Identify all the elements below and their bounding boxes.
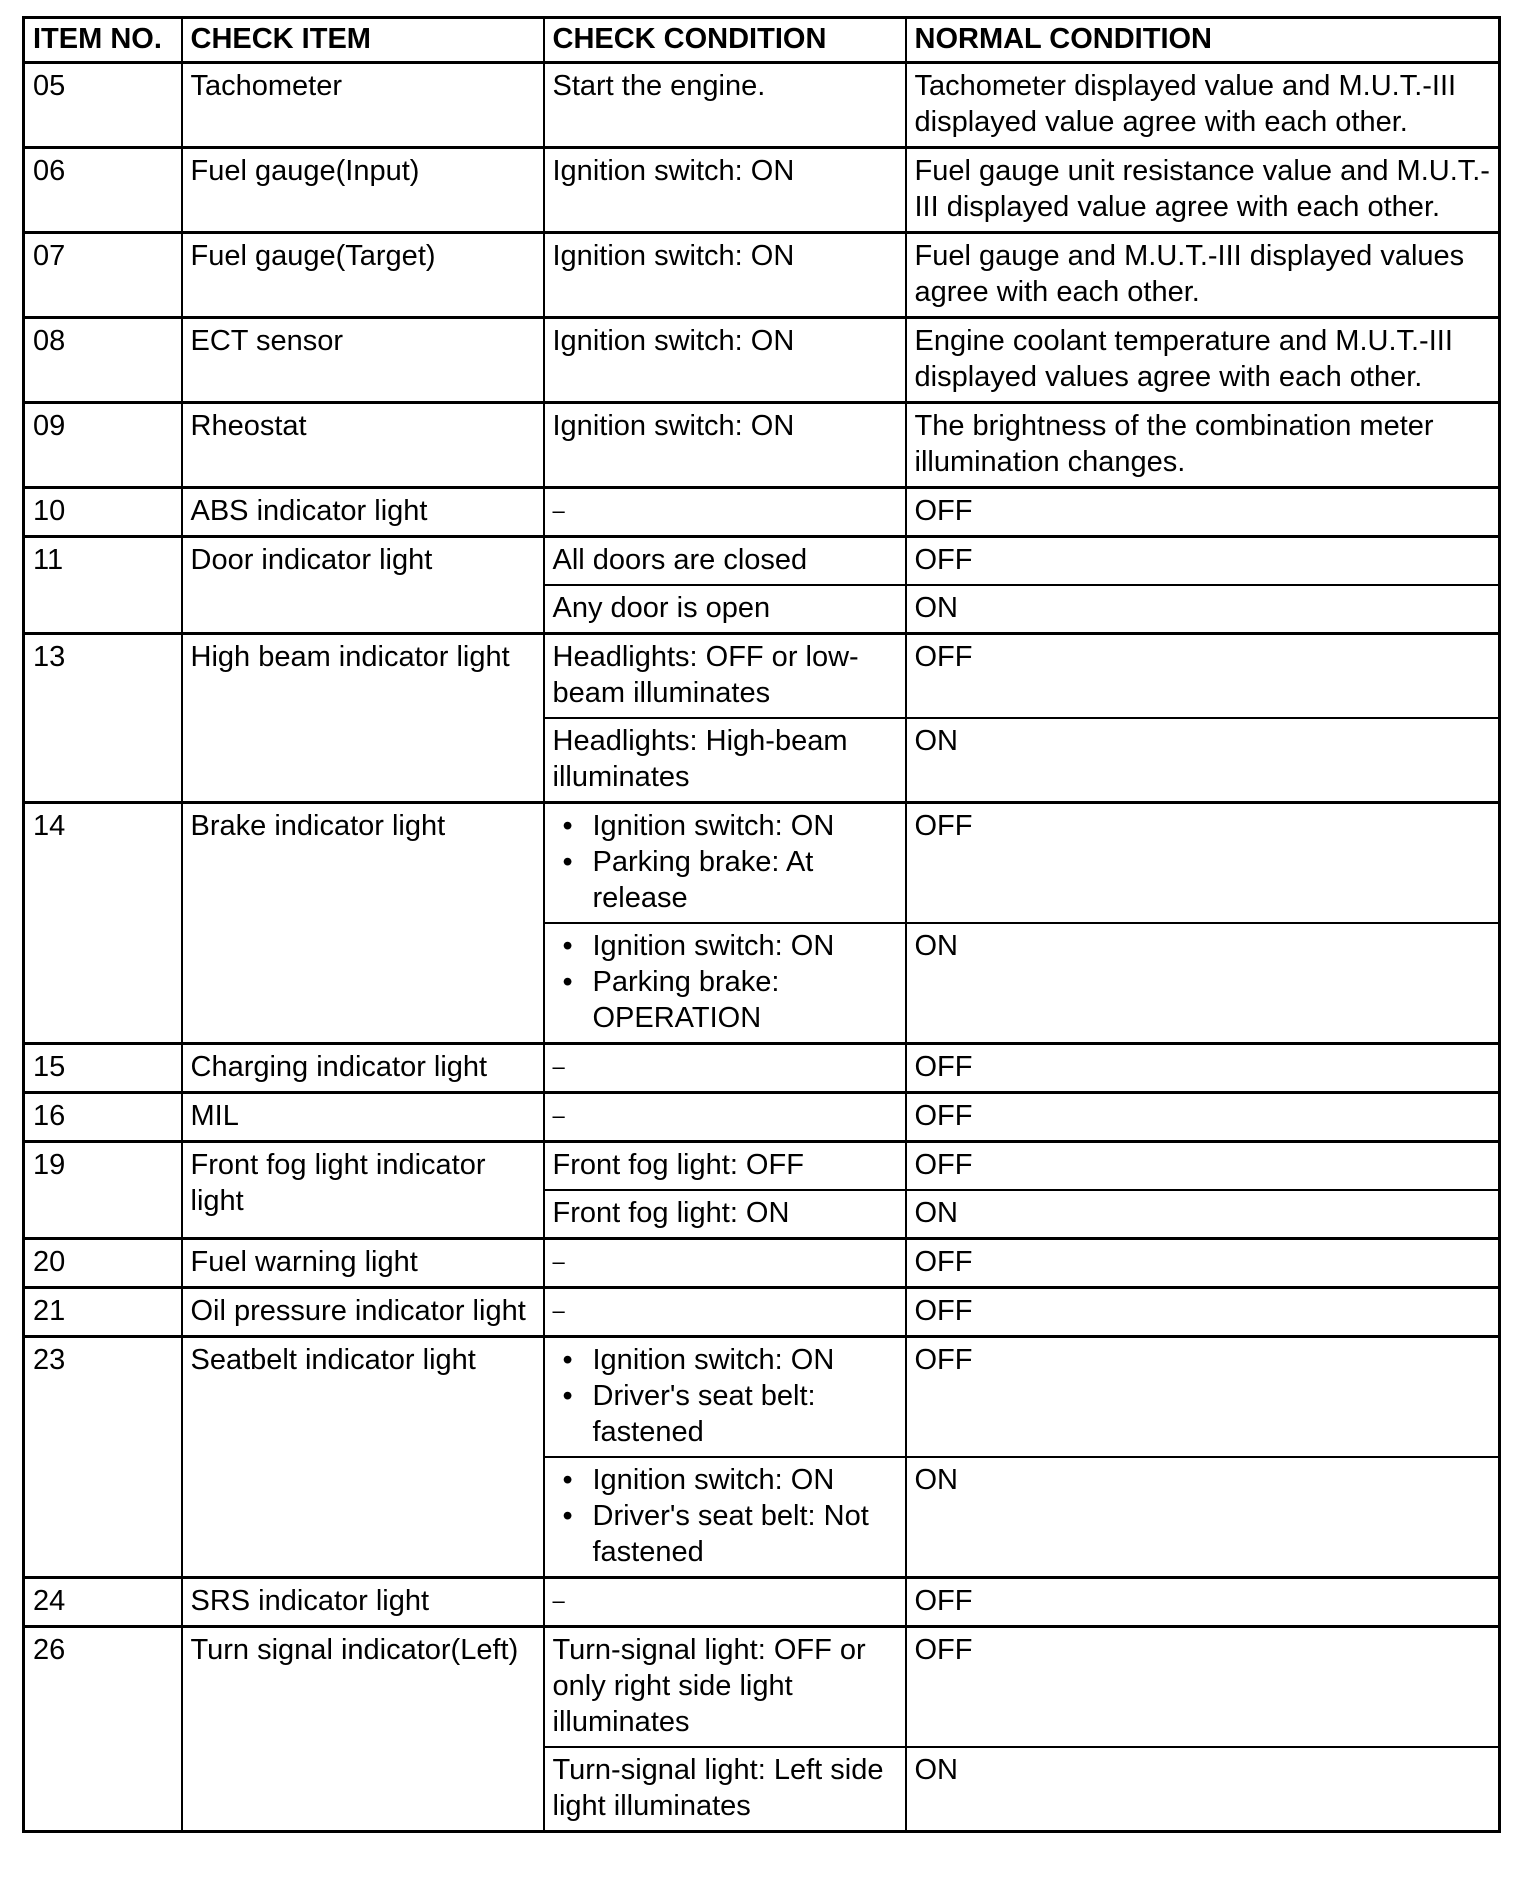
cell-check-condition: Headlights: High-beam illuminates [544, 718, 906, 803]
table-row [24, 148, 1500, 233]
check-table [22, 16, 1501, 1833]
condition-bullet-item: • Ignition switch: ON [593, 1462, 897, 1498]
cell-check-condition: Headlights: OFF or low-beam illuminates [544, 634, 906, 719]
cell-normal-condition: OFF [906, 537, 1500, 586]
table-row-group [24, 1044, 1500, 1093]
cell-normal-condition: OFF [906, 1578, 1500, 1627]
table-header [24, 18, 1500, 63]
cell-check-item: Rheostat [182, 403, 544, 488]
cell-check-item: Tachometer [182, 63, 544, 148]
cell-item-no: 13 [24, 634, 182, 803]
cell-normal-condition: ON [906, 923, 1500, 1044]
table-row [24, 1044, 1500, 1093]
cell-check-condition: Any door is open [544, 585, 906, 634]
table-row [24, 1093, 1500, 1142]
condition-bullet-list [553, 1342, 897, 1450]
condition-bullet-item: • Driver's seat belt: fastened [593, 1378, 897, 1450]
header-check-item: CHECK ITEM [182, 18, 544, 63]
table-row [24, 233, 1500, 318]
cell-check-item: Turn signal indicator(Left) [182, 1627, 544, 1832]
table-row [24, 634, 1500, 719]
header-item-no: ITEM NO. [24, 18, 182, 63]
cell-normal-condition: OFF [906, 1142, 1500, 1191]
cell-check-condition [544, 1457, 906, 1578]
cell-check-item: Door indicator light [182, 537, 544, 634]
table-row-group [24, 1142, 1500, 1239]
cell-check-condition: Turn-signal light: Left side light illuminates [544, 1747, 906, 1832]
condition-bullet-list [553, 808, 897, 916]
cell-check-condition: Ignition switch: ON [544, 233, 906, 318]
cell-item-no: 20 [24, 1239, 182, 1288]
table-row-group [24, 537, 1500, 634]
cell-check-item: Fuel gauge(Input) [182, 148, 544, 233]
cell-check-condition: Ignition switch: ON [544, 148, 906, 233]
cell-item-no: 21 [24, 1288, 182, 1337]
cell-item-no: 07 [24, 233, 182, 318]
cell-check-condition: – [544, 1044, 906, 1093]
cell-normal-condition: ON [906, 1457, 1500, 1578]
table-row-group [24, 1578, 1500, 1627]
table-row-group [24, 148, 1500, 233]
cell-normal-condition: OFF [906, 1288, 1500, 1337]
cell-item-no: 24 [24, 1578, 182, 1627]
cell-item-no: 11 [24, 537, 182, 634]
cell-check-condition: – [544, 1288, 906, 1337]
table-row-group [24, 1239, 1500, 1288]
cell-check-condition: – [544, 1093, 906, 1142]
cell-check-condition: – [544, 1578, 906, 1627]
cell-item-no: 16 [24, 1093, 182, 1142]
cell-check-condition [544, 1337, 906, 1458]
cell-normal-condition: Fuel gauge and M.U.T.-III displayed values agree with each other. [906, 233, 1500, 318]
cell-normal-condition: The brightness of the combination meter illumination changes. [906, 403, 1500, 488]
cell-check-item: High beam indicator light [182, 634, 544, 803]
cell-check-item: Seatbelt indicator light [182, 1337, 544, 1578]
cell-normal-condition: ON [906, 1190, 1500, 1239]
table-row [24, 1627, 1500, 1748]
header-row [24, 18, 1500, 63]
condition-bullet-list [553, 928, 897, 1036]
table-row-group [24, 1337, 1500, 1578]
cell-check-item: Charging indicator light [182, 1044, 544, 1093]
table-row-group [24, 634, 1500, 803]
cell-item-no: 15 [24, 1044, 182, 1093]
cell-check-item: MIL [182, 1093, 544, 1142]
cell-normal-condition: ON [906, 718, 1500, 803]
table-row [24, 1337, 1500, 1458]
table-row [24, 1578, 1500, 1627]
table-row-group [24, 403, 1500, 488]
cell-normal-condition: OFF [906, 488, 1500, 537]
table-row-group [24, 318, 1500, 403]
header-normal-condition: NORMAL CONDITION [906, 18, 1500, 63]
table-row [24, 803, 1500, 924]
cell-check-condition: Turn-signal light: OFF or only right side light illuminates [544, 1627, 906, 1748]
condition-bullet-item: • Ignition switch: ON [593, 928, 897, 964]
cell-check-item: ABS indicator light [182, 488, 544, 537]
table-row [24, 1239, 1500, 1288]
cell-check-condition: Start the engine. [544, 63, 906, 148]
cell-normal-condition: OFF [906, 1627, 1500, 1748]
cell-item-no: 19 [24, 1142, 182, 1239]
table-row [24, 1142, 1500, 1191]
cell-check-condition: Front fog light: OFF [544, 1142, 906, 1191]
condition-bullet-item: • Ignition switch: ON [593, 808, 897, 844]
cell-normal-condition: ON [906, 1747, 1500, 1832]
cell-item-no: 06 [24, 148, 182, 233]
table-row-group [24, 1627, 1500, 1832]
header-check-condition: CHECK CONDITION [544, 18, 906, 63]
cell-check-item: SRS indicator light [182, 1578, 544, 1627]
cell-check-item: ECT sensor [182, 318, 544, 403]
condition-bullet-item: • Ignition switch: ON [593, 1342, 897, 1378]
table-row-group [24, 803, 1500, 1044]
cell-check-condition: Ignition switch: ON [544, 318, 906, 403]
cell-check-condition: All doors are closed [544, 537, 906, 586]
cell-normal-condition: OFF [906, 1239, 1500, 1288]
cell-normal-condition: Engine coolant temperature and M.U.T.-III displayed values agree with each other. [906, 318, 1500, 403]
cell-check-condition: Front fog light: ON [544, 1190, 906, 1239]
document-page [22, 16, 1498, 1833]
table-row [24, 488, 1500, 537]
cell-check-condition [544, 803, 906, 924]
cell-item-no: 23 [24, 1337, 182, 1578]
table-row-group [24, 63, 1500, 148]
table-row-group [24, 1288, 1500, 1337]
condition-bullet-item: • Parking brake: OPERATION [593, 964, 897, 1036]
cell-item-no: 05 [24, 63, 182, 148]
condition-bullet-list [553, 1462, 897, 1570]
cell-normal-condition: Tachometer displayed value and M.U.T.-III displayed value agree with each other. [906, 63, 1500, 148]
cell-normal-condition: OFF [906, 1093, 1500, 1142]
cell-normal-condition: Fuel gauge unit resistance value and M.U.T.-III displayed value agree with each other. [906, 148, 1500, 233]
cell-item-no: 10 [24, 488, 182, 537]
cell-item-no: 26 [24, 1627, 182, 1832]
condition-bullet-item: • Driver's seat belt: Not fastened [593, 1498, 897, 1570]
table-row-group [24, 488, 1500, 537]
cell-item-no: 08 [24, 318, 182, 403]
cell-normal-condition: OFF [906, 1044, 1500, 1093]
cell-check-condition [544, 923, 906, 1044]
table-row-group [24, 233, 1500, 318]
cell-check-condition: Ignition switch: ON [544, 403, 906, 488]
cell-check-item: Brake indicator light [182, 803, 544, 1044]
cell-item-no: 14 [24, 803, 182, 1044]
cell-normal-condition: OFF [906, 803, 1500, 924]
cell-normal-condition: OFF [906, 634, 1500, 719]
cell-check-item: Fuel gauge(Target) [182, 233, 544, 318]
table-row [24, 318, 1500, 403]
cell-check-condition: – [544, 488, 906, 537]
cell-item-no: 09 [24, 403, 182, 488]
cell-check-item: Fuel warning light [182, 1239, 544, 1288]
cell-check-condition: – [544, 1239, 906, 1288]
table-row [24, 403, 1500, 488]
cell-normal-condition: OFF [906, 1337, 1500, 1458]
cell-check-item: Oil pressure indicator light [182, 1288, 544, 1337]
table-row [24, 1288, 1500, 1337]
condition-bullet-item: • Parking brake: At release [593, 844, 897, 916]
table-row-group [24, 1093, 1500, 1142]
table-row [24, 63, 1500, 148]
table-row [24, 537, 1500, 586]
cell-normal-condition: ON [906, 585, 1500, 634]
cell-check-item: Front fog light indicator light [182, 1142, 544, 1239]
